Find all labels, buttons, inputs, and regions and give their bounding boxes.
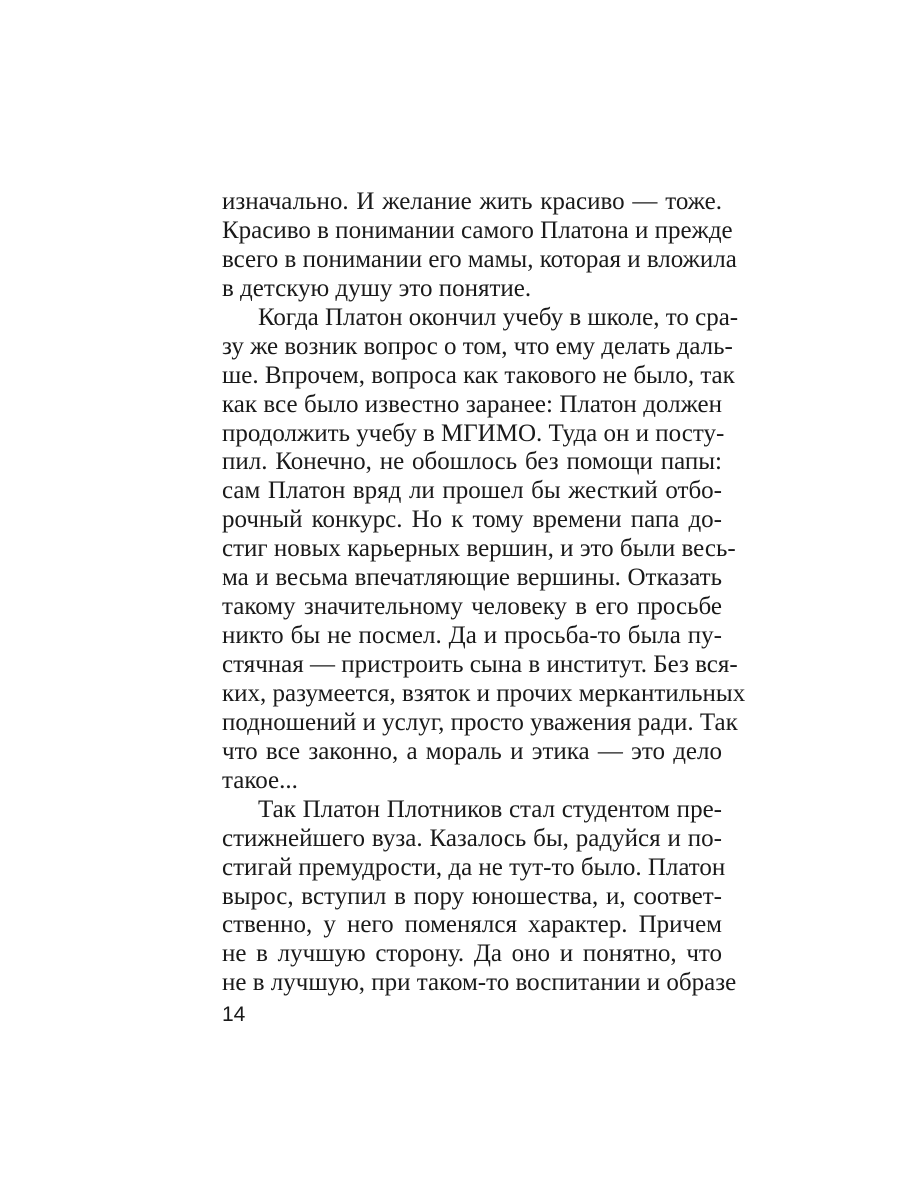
text-line: не в лучшую сторону. Да оно и понятно, что: [222, 940, 722, 968]
text-line: ких, разумеется, взяток и прочих меркантильных: [222, 679, 746, 707]
text-line: ма и весьма впечатляющие вершины. Отказать: [222, 564, 722, 592]
text-line: зу же возник вопрос о том, что ему делать даль-: [222, 332, 733, 360]
text-line: что все законно, а мораль и этика — это дело: [222, 737, 722, 765]
page-number: 14: [222, 1003, 246, 1026]
text-line: не в лучшую, при таком-то воспитании и образе: [222, 969, 737, 997]
text-line: изначально. И желание жить красиво — тоже.: [222, 188, 722, 215]
text-line: никто бы не посмел. Да и просьба-то была пу-: [222, 622, 722, 650]
text-line: продолжить учебу в МГИМО. Туда он и посту-: [222, 419, 725, 447]
text-line: стижнейшего вуза. Казалось бы, радуйся и по-: [222, 824, 722, 852]
text-line: ственно, у него поменялся характер. Причем: [222, 911, 722, 939]
text-line: пил. Конечно, не обошлось без помощи папы:: [222, 448, 722, 476]
text-line: сам Платон вряд ли прошел бы жесткий отбо-: [222, 477, 722, 505]
text-line: подношений и услуг, просто уважения ради. Так: [222, 708, 738, 736]
text-line: Красиво в понимании самого Платона и прежде: [222, 216, 733, 244]
text-line: такому значительному человеку в его просьбе: [222, 593, 722, 621]
text-line: Когда Платон окончил учебу в школе, то сра-: [258, 303, 739, 331]
text-line: в детскую душу это понятие.: [222, 274, 532, 302]
text-line: как все было известно заранее: Платон должен: [222, 390, 722, 418]
text-line: стигай премудрости, да не тут-то было. Платон: [222, 853, 726, 881]
text-line: такое...: [222, 766, 298, 794]
text-line: всего в понимании его мамы, которая и вложила: [222, 245, 737, 273]
text-line: стиг новых карьерных вершин, и это были весь-: [222, 535, 736, 563]
body-text: [222, 188, 746, 998]
text-line: ше. Впрочем, вопроса как такового не было, так: [222, 361, 735, 389]
text-line: стячная — пристроить сына в институт. Без вся-: [222, 651, 738, 678]
text-line: Так Платон Плотников стал студентом пре-: [258, 795, 722, 823]
text-line: рочный конкурс. Но к тому времени папа до-: [222, 506, 722, 534]
text-line: вырос, вступил в пору юношества, и, соответ-: [222, 882, 722, 910]
